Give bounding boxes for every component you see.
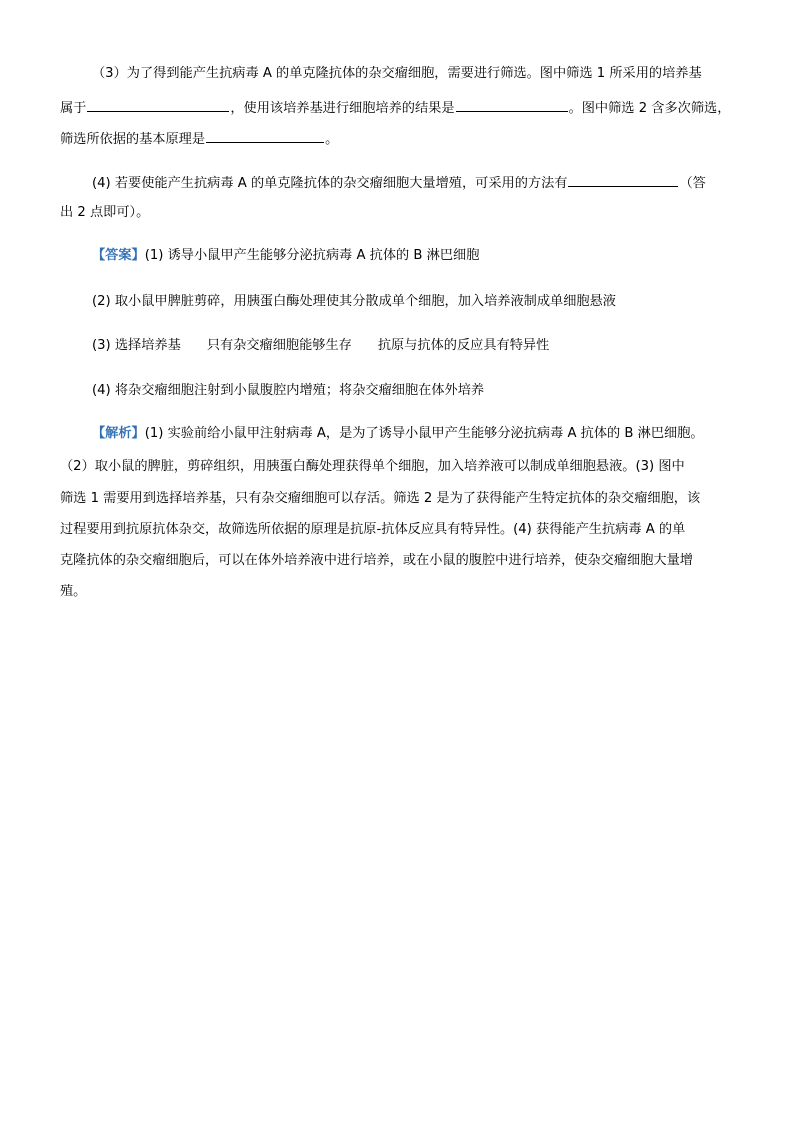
- analysis-tag: 【解析】: [92, 426, 145, 441]
- analysis-line-5: [60, 551, 740, 571]
- answer-text: (4) 将杂交瘤细胞注射到小鼠腹腔内增殖；将杂交瘤细胞在体外培养: [92, 383, 485, 398]
- question-4-text: （答: [679, 176, 706, 191]
- question-3-text: 。图中筛选 2 含多次筛选，: [568, 101, 731, 116]
- analysis-text: 过程要用到抗原抗体杂交，故筛选所依据的原理是抗原-抗体反应具有特异性。(4) 获得能产生抗病毒 A 的单: [60, 522, 686, 537]
- answer-line-3: [92, 336, 740, 356]
- analysis-line-2: [60, 457, 740, 477]
- analysis-text: 克隆抗体的杂交瘤细胞后，可以在体外培养液中进行培养，或在小鼠的腹腔中进行培养，使杂交瘤细胞大量增: [60, 553, 693, 568]
- analysis-line-4: [60, 520, 740, 540]
- answer-line-4: [92, 381, 740, 401]
- question-4-text: 出 2 点即可）。: [60, 205, 150, 220]
- answer-text: 只有杂交瘤细胞能够生存: [206, 338, 352, 353]
- analysis-text: (1) 实验前给小鼠甲注射病毒 A，是为了诱导小鼠甲产生能够分泌抗病毒 A 抗体的 B 淋巴细胞。: [144, 426, 704, 441]
- answer-text: (1) 诱导小鼠甲产生能够分泌抗病毒 A 抗体的 B 淋巴细胞: [144, 248, 480, 263]
- question-3-text: （3）为了得到能产生抗病毒 A 的单克隆抗体的杂交瘤细胞，需要进行筛选。图中筛选 1 所采用的培养基: [92, 66, 702, 81]
- question-4-line-2: [60, 203, 740, 223]
- question-3-line-2: [60, 97, 740, 119]
- analysis-text: （2）取小鼠的脾脏，剪碎组织，用胰蛋白酶处理获得单个细胞，加入培养液可以制成单细胞悬液。(3) 图中: [60, 459, 685, 474]
- answer-text: (2) 取小鼠甲脾脏剪碎，用胰蛋白酶处理使其分散成单个细胞，加入培养液制成单细胞悬液: [92, 294, 616, 309]
- answer-text: 抗原与抗体的反应具有特异性: [377, 338, 550, 353]
- answer-tag: 【答案】: [92, 248, 145, 263]
- analysis-text: 筛选 1 需要用到选择培养基，只有杂交瘤细胞可以存活。筛选 2 是为了获得能产生特定抗体的杂交瘤细胞，该: [60, 491, 701, 506]
- answer-text: (3) 选择培养基: [92, 338, 181, 353]
- analysis-line-3: [60, 489, 740, 509]
- question-3-text: 。: [325, 132, 339, 147]
- analysis-text: 殖。: [60, 584, 87, 599]
- question-4-text: (4) 若要使能产生抗病毒 A 的单克隆抗体的杂交瘤细胞大量增殖，可采用的方法有: [92, 176, 568, 191]
- question-3-text: 属于: [60, 101, 87, 116]
- question-3-text: ，使用该培养基进行细胞培养的结果是: [230, 101, 455, 116]
- answer-blank[interactable]: [206, 128, 324, 143]
- analysis-line-1: [92, 424, 740, 444]
- answer-blank[interactable]: [456, 97, 568, 112]
- answer-blank[interactable]: [568, 172, 678, 187]
- question-3-line-1: [92, 64, 740, 84]
- analysis-line-6: [60, 582, 740, 602]
- answer-line-1: [92, 246, 740, 266]
- question-3-line-3: [60, 128, 740, 150]
- answer-line-2: [92, 292, 740, 312]
- question-4-line-1: [92, 172, 740, 194]
- answer-blank[interactable]: [87, 97, 229, 112]
- question-3-text: 筛选所依据的基本原理是: [60, 132, 206, 147]
